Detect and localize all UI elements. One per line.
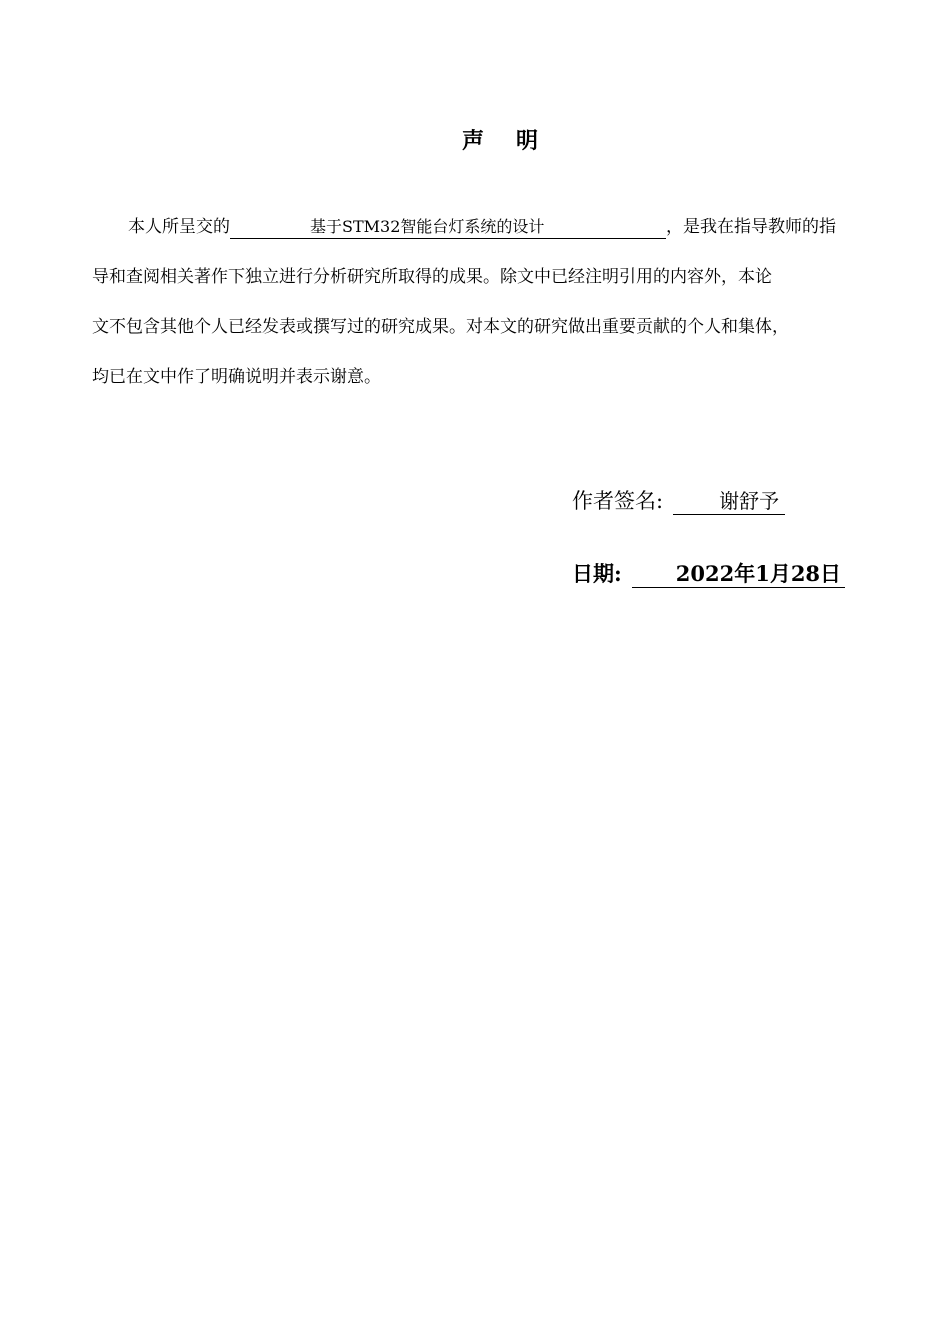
date-row [572, 558, 845, 588]
declaration-suffix: ，是我在指导教师的指 [666, 217, 836, 237]
declaration-line-4: 均已在文中作了明确说明并表示谢意。 [92, 367, 381, 387]
declaration-line-1 [92, 215, 882, 239]
declaration-prefix: 本人所呈交的 [128, 217, 230, 237]
author-signature-row [572, 485, 785, 515]
date-label: 日期: [572, 561, 622, 586]
page-title [0, 124, 950, 155]
title-char-1: 声 [461, 128, 484, 154]
thesis-title-field: 基于STM32智能台灯系统的设计 [230, 216, 666, 239]
date-field: 2022年1月28日 [632, 561, 845, 588]
title-char-2: 明 [516, 128, 539, 154]
author-signature-label: 作者签名: [572, 489, 664, 513]
declaration-line-3: 文不包含其他个人已经发表或撰写过的研究成果。对本文的研究做出重要贡献的个人和集体， [92, 317, 789, 337]
declaration-line-2: 导和查阅相关著作下独立进行分析研究所取得的成果。除文中已经注明引用的内容外，本论 [92, 267, 772, 287]
author-signature-field: 谢舒予 [673, 488, 785, 515]
